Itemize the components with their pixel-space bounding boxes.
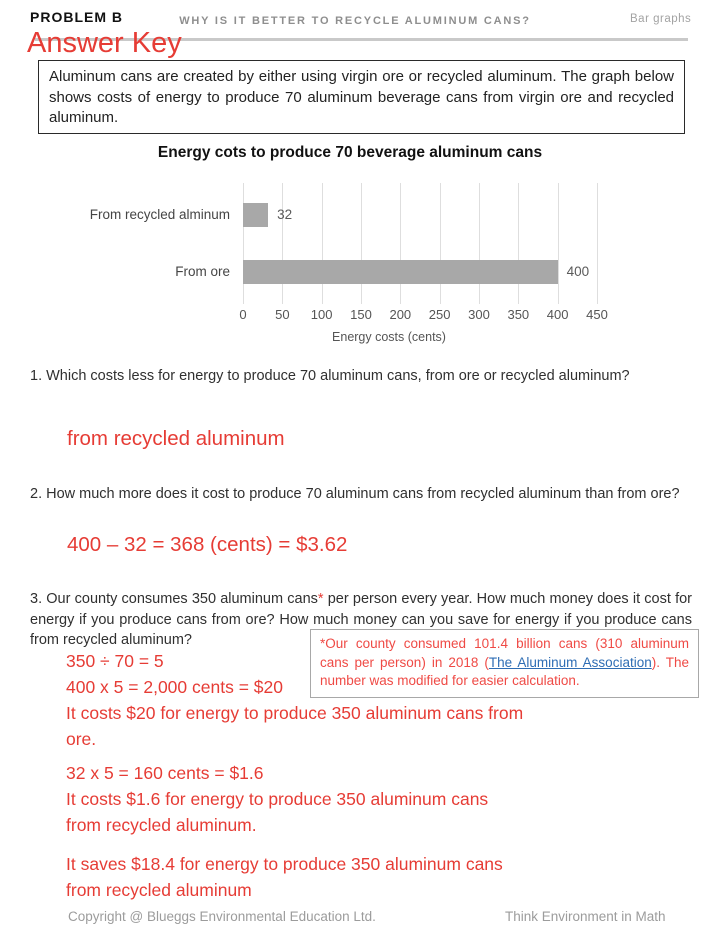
chart-xtick-label: 350 <box>507 307 530 322</box>
chart-xtick-label: 50 <box>275 307 290 322</box>
chart-bar <box>243 203 268 227</box>
chart-category-label: From ore <box>175 264 230 279</box>
work-line: It costs $20 for energy to produce 350 aluminum cans from <box>66 703 524 723</box>
chart-title: Energy cots to produce 70 beverage aluminum cans <box>157 144 543 161</box>
chart-xtick-label: 250 <box>428 307 451 322</box>
chart-value-label: 32 <box>277 207 293 222</box>
topic-tag: Bar graphs <box>630 13 692 25</box>
chart-gridline <box>597 183 598 304</box>
footnote-text: *Our county consumed 101.4 billion cans (310 aluminum cans per person) in 2018 ( <box>320 636 689 670</box>
chart-xtick-label: 400 <box>546 307 569 322</box>
work-line: 32 x 5 = 160 cents = $1.6 <box>66 763 264 783</box>
chart-gridline <box>440 183 441 304</box>
question-2: 2. How much more does it cost to produce 70 aluminum cans from recycled aluminum than from ore? <box>30 486 680 502</box>
problem-label: PROBLEM B <box>30 9 123 25</box>
copyright-text: Copyright @ Blueggs Environmental Education Ltd. <box>68 909 376 924</box>
answer-3-work-ore <box>66 648 523 752</box>
chart-gridline <box>518 183 519 304</box>
chart-gridline <box>361 183 362 304</box>
chart-xtick-label: 450 <box>586 307 608 322</box>
chart-plot <box>89 183 597 304</box>
work-line: It costs $1.6 for energy to produce 350 aluminum cans <box>66 789 489 809</box>
chart-xtick-label: 0 <box>239 307 247 322</box>
chart-gridline <box>282 183 283 304</box>
aluminum-association-link[interactable]: The Aluminum Association <box>488 654 652 670</box>
question-1: 1. Which costs less for energy to produce 70 aluminum cans, from ore or recycled aluminum? <box>30 368 630 384</box>
chart-gridline <box>479 183 480 304</box>
chart-gridline <box>400 183 401 304</box>
chart-gridline <box>322 183 323 304</box>
work-line: from recycled aluminum. <box>66 815 257 835</box>
chart-xtick-label: 150 <box>350 307 372 322</box>
intro-text: Aluminum cans are created by either using virgin ore or recycled aluminum. The graph below shows costs of energy to produce 70 aluminum beverage cans from virgin ore and recycled aluminum. <box>49 68 674 126</box>
chart-gridline <box>558 183 559 304</box>
work-line: 400 x 5 = 2,000 cents = $20 <box>66 677 283 697</box>
answer-2: 400 – 32 = 368 (cents) = $3.62 <box>67 533 348 556</box>
work-line: ore. <box>66 729 97 749</box>
chart-category-label: From recycled alminum <box>89 207 230 222</box>
chart-xtick-label: 300 <box>468 307 490 322</box>
footnote-text-cont: ). The number was modified for easier calculation. <box>320 654 689 688</box>
question-3-text: 3. Our county consumes 350 aluminum cans <box>30 591 318 607</box>
answer-1: from recycled aluminum <box>67 427 285 450</box>
question-3-text-cont: per person every year. How much money does it cost for energy if you produce cans from ore? How much money can you save for energy if you produce cans from recycled aluminum? <box>30 591 692 648</box>
chart-value-label: 400 <box>566 264 590 279</box>
footer-tagline: Think Environment in Math <box>505 909 666 924</box>
sheet-title: WHY IS IT BETTER TO RECYCLE ALUMINUM CANS? <box>179 15 531 27</box>
intro-box <box>38 60 685 134</box>
chart-xlabel: Energy costs (cents) <box>332 330 446 344</box>
chart-xtick-label: 100 <box>310 307 333 322</box>
answer-3-savings <box>66 851 503 903</box>
work-line: from recycled aluminum <box>66 880 252 900</box>
answer-3-work-recycled <box>66 760 488 838</box>
question-3-star: * <box>317 591 324 607</box>
chart-xtick-label: 200 <box>389 307 412 322</box>
answer-key-label: Answer Key <box>27 27 182 59</box>
work-line: 350 ÷ 70 = 5 <box>66 651 164 671</box>
chart-bar <box>243 260 558 284</box>
chart-gridline <box>243 183 244 304</box>
work-line: It saves $18.4 for energy to produce 350 aluminum cans <box>66 854 503 874</box>
chart-xticks <box>239 307 608 323</box>
